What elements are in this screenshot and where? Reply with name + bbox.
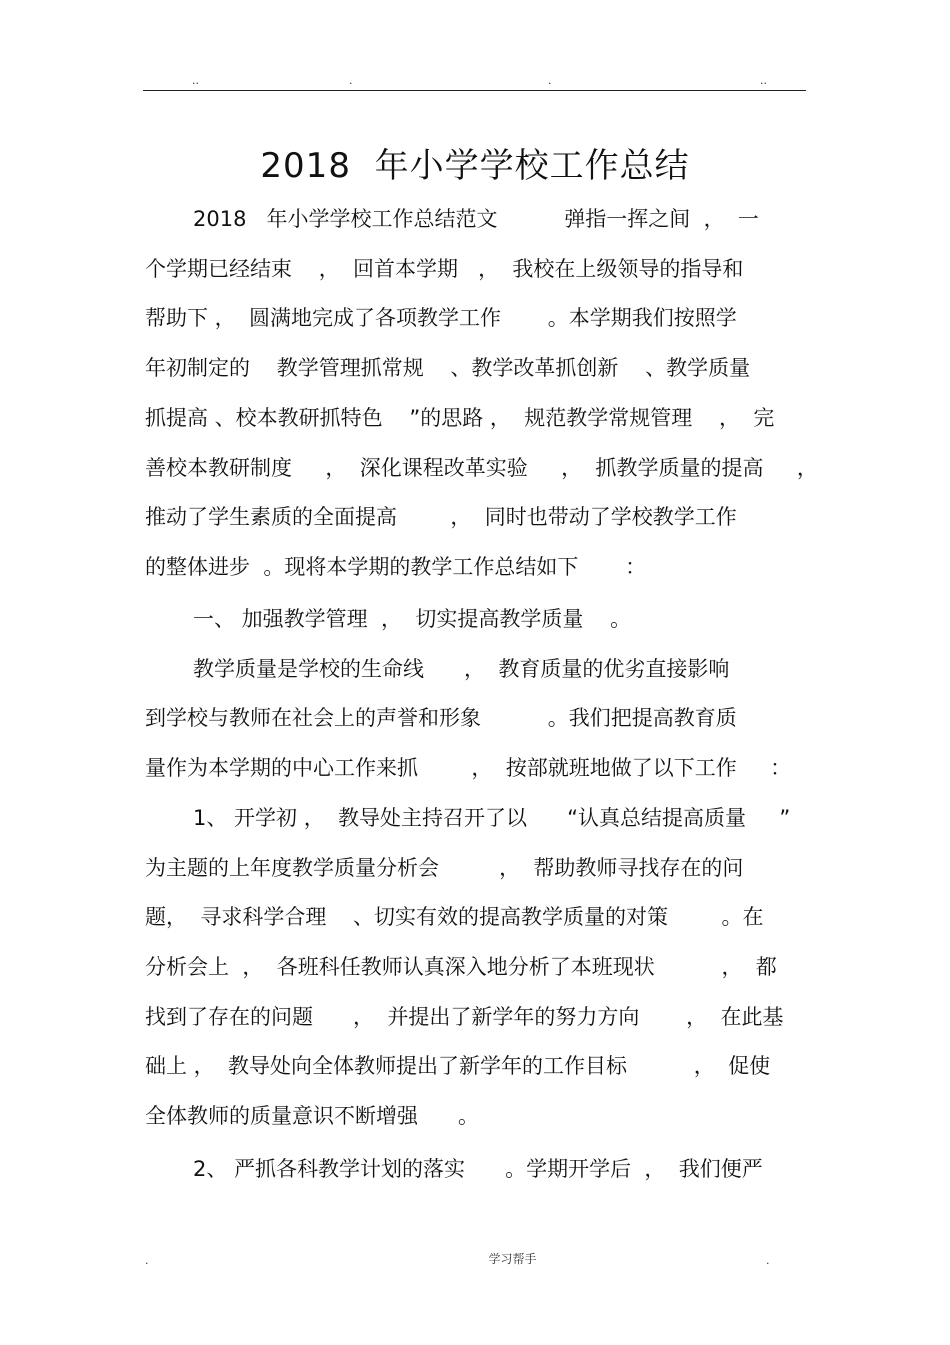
footer-label: 学习帮手	[488, 1252, 537, 1266]
body-line: 量作为本学期的中心工作来抓 ， 按部就班地做了以下工作 ：	[145, 756, 792, 780]
body-line: 推动了学生素质的全面提高 ， 同时也带动了学校教学工作	[145, 505, 737, 529]
header-mark: ..	[192, 74, 199, 87]
body-line: 1、 开学初 ， 教导处主持召开了以 “认真总结提高质量 ”	[193, 806, 791, 830]
footer-mark: .	[766, 1254, 770, 1267]
body-line: 善校本教研制度 ， 深化课程改革实验 ， 抓教学质量的提高 ，	[145, 456, 818, 480]
body-line: 个学期已经结束 ， 回首本学期 ， 我校在上级领导的指导和	[145, 257, 744, 281]
body-line: 础上 ， 教导处向全体教师提出了新学年的工作目标 ， 促使	[145, 1054, 771, 1078]
footer-mark: .	[145, 1254, 149, 1267]
body-line: 全体教师的质量意识不断增强 。	[145, 1104, 480, 1128]
header-mark: .	[548, 74, 552, 87]
section-heading: 一、 加强教学管理 ， 切实提高教学质量 。	[193, 607, 632, 631]
body-line: 教学质量是学校的生命线 ， 教育质量的优劣直接影响	[193, 657, 730, 681]
body-line: 题， 寻求科学合理 、切实有效的提高教学质量的对策 。在	[145, 905, 764, 929]
body-line: 年初制定的 教学管理抓常规 、教学改革抓创新 、教学质量	[145, 356, 751, 380]
body-line: 到学校与教师在社会上的声誉和形象 。我们把提高教育质	[145, 706, 737, 730]
body-line: 为主题的上年度教学质量分析会 ， 帮助教师寻找存在的问	[145, 856, 744, 880]
header-mark: ..	[760, 74, 767, 87]
header-rule	[143, 90, 806, 91]
body-line: 抓提高 、校本教研抓特色 ”的思路 ， 规范教学常规管理 ， 完	[145, 406, 775, 430]
header-mark: .	[349, 74, 353, 87]
body-line: 2、 严抓各科教学计划的落实 。学期开学后 ， 我们便严	[193, 1157, 763, 1181]
body-line: 找到了存在的问题 ， 并提出了新学年的努力方向 ， 在此基	[145, 1005, 784, 1029]
body-line: 分析会上 ， 各班科任教师认真深入地分析了本班现状 ， 都	[145, 955, 777, 979]
page-title: 2018 年小学学校工作总结	[260, 146, 690, 186]
body-line: 的整体进步 。现将本学期的教学工作总结如下 ：	[145, 555, 647, 579]
body-line: 2018 年小学学校工作总结范文 弹指一挥之间 ， 一	[193, 207, 759, 231]
body-line: 帮助下 ， 圆满地完成了各项教学工作 。本学期我们按照学	[145, 306, 737, 330]
